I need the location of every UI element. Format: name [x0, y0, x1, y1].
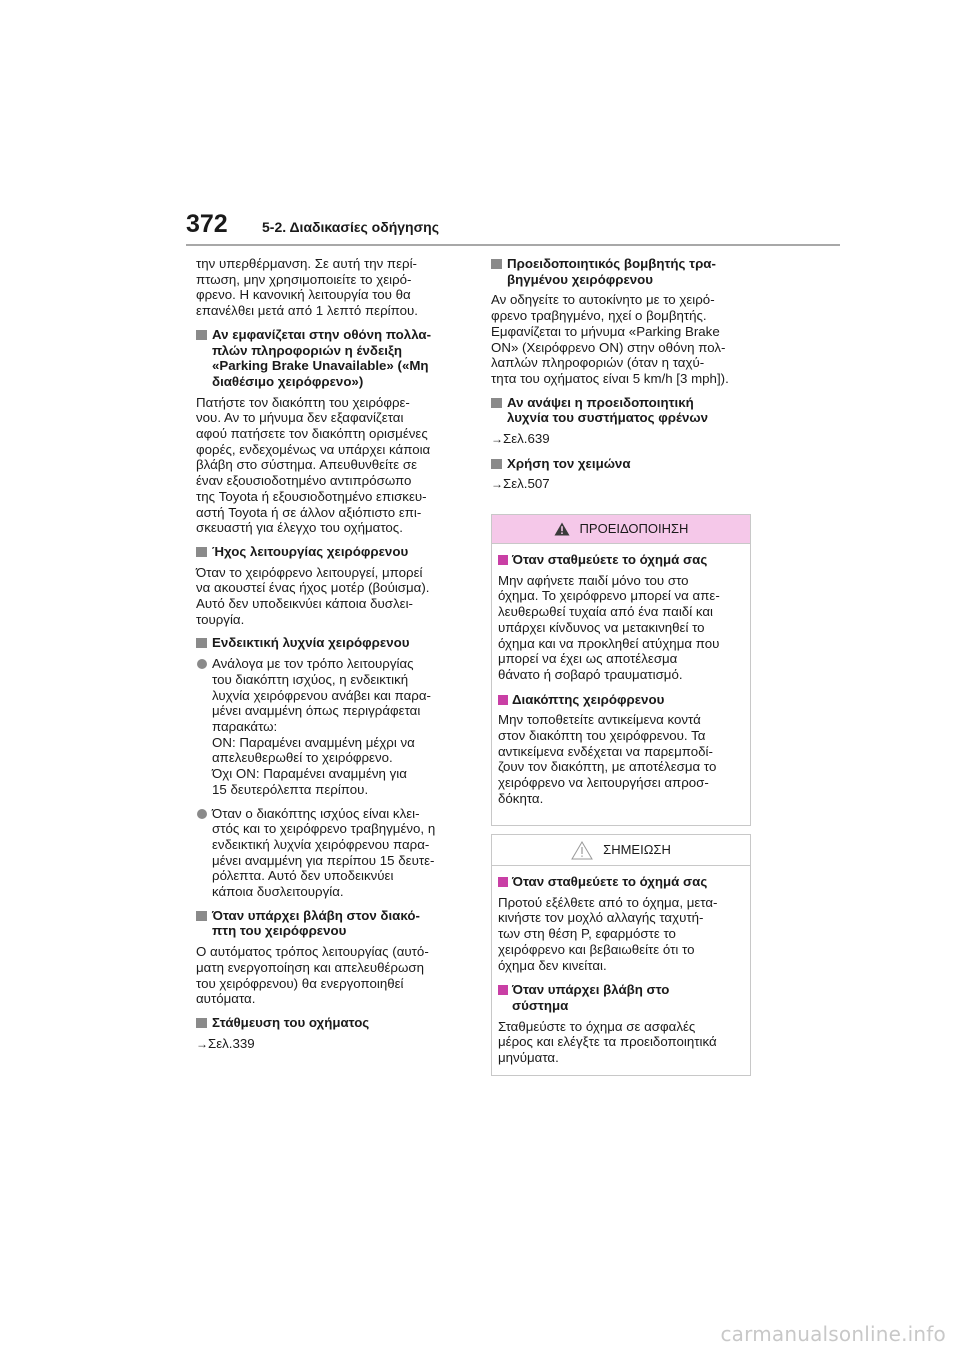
square-bullet-icon — [498, 877, 508, 887]
paragraph-system-fault: Σταθμεύστε το όχημα σε ασφαλές μέρος και ελέγξτε τα προειδοποιητικά μηνύματα. — [498, 1018, 717, 1066]
heading-brake-warning-light: Αν ανάψει η προειδοποιητική λυχνία του συστήματος φρένων — [491, 395, 753, 426]
paragraph-when-parking: Μην αφήνετε παιδί μόνο του στο όχημα. Το χειρόφρενο μπορεί να απε- λευθερωθεί τυχαία από ένα παιδί και υπάρχει κίνδυνος να μετακινηθεί το όχημα και να προκληθεί ατύχημα που μπορεί να έχει ως αποτέλεσμα θάνατο ή σοβαρό τραυματισμό. — [498, 572, 720, 682]
square-bullet-icon — [491, 259, 502, 269]
note-box-title: ΣΗΜΕΙΩΣΗ — [603, 842, 671, 858]
square-bullet-icon — [491, 398, 502, 408]
heading-parking-brake-unavailable: Αν εμφανίζεται στην οθόνη πολλα- πλών πληροφοριών η ένδειξη «Parking Brake Unavailable» («Μη διαθέσιμο χειρόφρενο») — [196, 327, 468, 390]
page-header — [186, 208, 840, 246]
header-divider — [186, 244, 840, 246]
round-bullet-icon — [197, 659, 207, 669]
left-column — [196, 256, 468, 1060]
page-number: 372 — [186, 210, 228, 238]
warning-box-header — [492, 515, 750, 544]
page-reference-link[interactable]: →Σελ.639 — [491, 431, 550, 447]
heading-parking-vehicle: Στάθμευση του οχήματος — [196, 1015, 468, 1031]
square-bullet-icon — [196, 638, 207, 648]
heading-warning-buzzer: Προειδοποιητικός βομβητής τρα- βηγμένου χειρόφρενου — [491, 256, 753, 287]
square-bullet-icon — [491, 459, 502, 469]
list-item: Όταν ο διακόπτης ισχύος είναι κλει- στός και το χειρόφρενο τραβηγμένο, η ενδεικτική λυχνία χειρόφρενου παρα- μένει αναμμένη για περίπου 15 δευτε- ρόλεπτα. Αυτό δεν υποδεικνύει κάποια δυσλειτουργία. — [196, 806, 468, 900]
square-bullet-icon — [196, 1018, 207, 1028]
heading-when-parking: Όταν σταθμεύετε το όχημά σας — [498, 552, 744, 568]
warning-triangle-icon — [554, 522, 570, 536]
square-bullet-icon — [196, 330, 207, 340]
paragraph-parking-brake-unavailable: Πατήστε τον διακόπτη του χειρόφρε- νου. Αν το μήνυμα δεν εξαφανίζεται αφού πατήσετε τον διακόπτη ορισμένες φορές, ενδεχομένως να υπάρχει κάποια βλάβη στο σύστημα. Απευθυνθείτε σε έναν εξουσιοδοτημένο αντιπρόσωπο της Toyota ή εξουσιοδοτημένο επισκευ- αστή Toyota ή σε άλλον αξιόπιστο επι- σκευαστή για έλεγχο του οχήματος. — [196, 394, 431, 536]
paragraph-when-parking-note: Προτού εξέλθετε από το όχημα, μετα- κινήστε τον μοχλό αλλαγής ταχυτή- των στη θέση P, εφαρμόστε το χειρόφρενο και βεβαιωθείτε ότι το όχημα δεν κινείται. — [498, 894, 718, 973]
page-reference-link[interactable]: →Σελ.507 — [491, 476, 550, 492]
heading-indicator-light: Ενδεικτική λυχνία χειρόφρενου — [196, 635, 468, 651]
paragraph-warning-buzzer: Αν οδηγείτε το αυτοκίνητο με το χειρό- φρενο τραβηγμένο, ηχεί ο βομβητής. Εμφανίζεται το μήνυμα «Parking Brake ON» (Χειρόφρενο ON) στην οθόνη πολ- λαπλών πληροφοριών (όταν η ταχύ- τητα του οχήματος είναι 5 km/h [3 mph]). — [491, 292, 729, 386]
warning-box-body — [492, 544, 750, 807]
paragraph-operation-sound: Όταν το χειρόφρενο λειτουργεί, μπορεί να ακουστεί ένας ήχος μοτέρ (βούισμα). Αυτό δεν υποδεικνύει κάποια δυσλει- τουργία. — [196, 564, 430, 627]
heading-system-fault: Όταν υπάρχει βλάβη στο σύστημα — [498, 982, 744, 1013]
paragraph-brake-switch: Μην τοποθετείτε αντικείμενα κοντά στον διακόπτη του χειρόφρενου. Τα αντικείμενα ενδέχεται να παρεμποδί- ζουν τον διακόπτη, με αποτέλεσμα το χειρόφρενο να λειτουργήσει απροσ- δόκητα. — [498, 712, 717, 806]
heading-operation-sound: Ήχος λειτουργίας χειρόφρενου — [196, 544, 468, 560]
right-column — [491, 256, 753, 501]
page-reference-link[interactable]: →Σελ.339 — [196, 1035, 255, 1051]
heading-brake-switch: Διακόπτης χειρόφρενου — [498, 692, 744, 708]
round-bullet-icon — [197, 809, 207, 819]
caution-triangle-outline-icon — [571, 841, 593, 860]
watermark-logo: carmanualsonline.info — [720, 1322, 946, 1346]
square-bullet-icon — [498, 695, 508, 705]
square-bullet-icon — [196, 547, 207, 557]
intro-paragraph: την υπερθέρμανση. Σε αυτή την περί- πτωση, μην χρησιμοποιείτε το χειρό- φρενο. Η κανονική λειτουργία του θα επανέλθει μετά από 1 λεπτό περίπου. — [196, 256, 418, 319]
list-item: Ανάλογα με τον τρόπο λειτουργίας του διακόπτη ισχύος, η ενδεικτική λυχνία χειρόφρενου ανάβει και παρα- μένει αναμμένη όπως περιγράφεται παρακάτω: ON: Παραμένει αναμμένη μέχρι να απελευθερωθεί το χειρόφρενο. Όχι ON: Παραμένει αναμμένη για 15 δευτερόλεπτα περίπου. — [196, 656, 468, 797]
heading-winter-use: Χρήση τον χειμώνα — [491, 456, 753, 472]
arrow-right-icon: → — [491, 432, 503, 447]
heading-when-parking-note: Όταν σταθμεύετε το όχημά σας — [498, 874, 744, 890]
heading-switch-malfunction: Όταν υπάρχει βλάβη στον διακό- πτη του χειρόφρενου — [196, 908, 468, 939]
arrow-right-icon: → — [491, 477, 503, 492]
note-box — [491, 834, 751, 1076]
square-bullet-icon — [196, 911, 207, 921]
note-box-body — [492, 866, 750, 1066]
square-bullet-icon — [498, 985, 508, 995]
note-box-header — [492, 835, 750, 866]
section-title: 5-2. Διαδικασίες οδήγησης — [262, 219, 440, 235]
warning-box-title: ΠΡΟΕΙΔΟΠΟΙΗΣΗ — [579, 521, 689, 537]
arrow-right-icon: → — [196, 1036, 208, 1051]
square-bullet-icon — [498, 555, 508, 565]
warning-box — [491, 514, 751, 826]
paragraph-switch-malfunction: Ο αυτόματος τρόπος λειτουργίας (αυτό- ματη ενεργοποίηση και απελευθέρωση του χειρόφρενου) θα ενεργοποιηθεί αυτόματα. — [196, 944, 429, 1007]
